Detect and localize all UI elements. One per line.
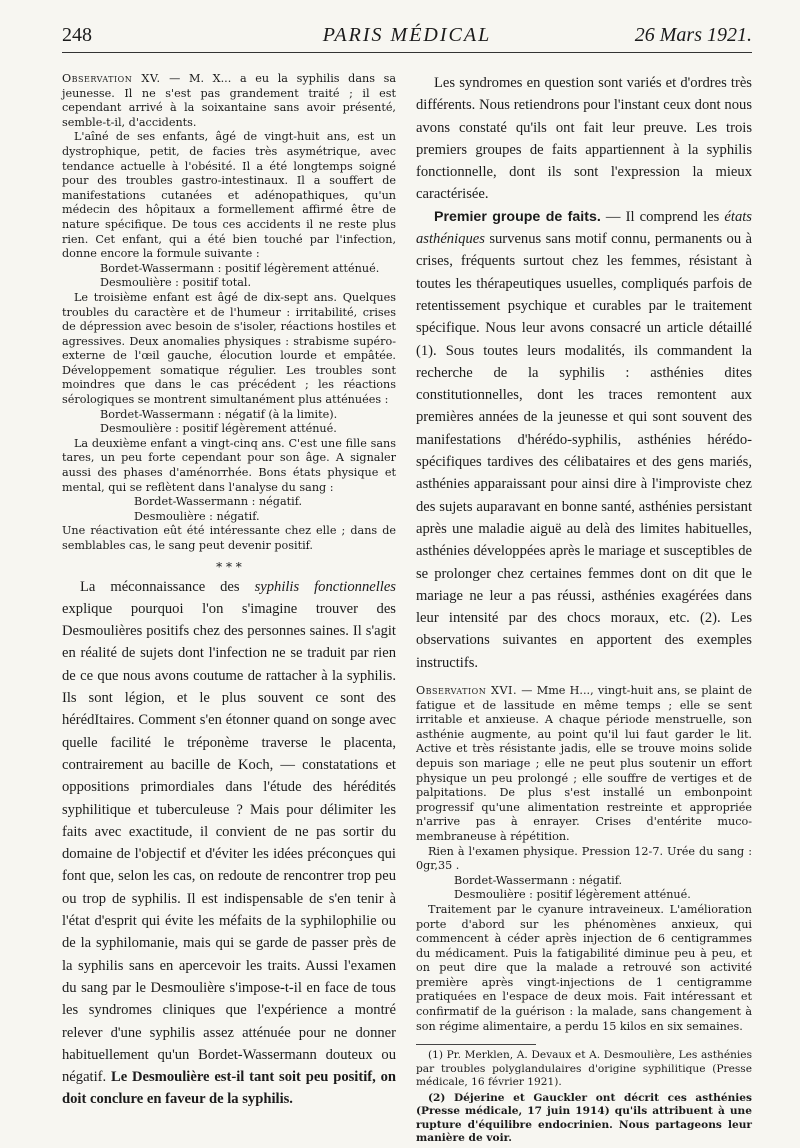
footnotes (416, 1049, 752, 1146)
journal-title: PARIS MÉDICAL (322, 24, 492, 46)
left-column (62, 72, 396, 1111)
obs16-paragraph: Traitement par le cyanure intraveineux. L'amélioration porte d'abord sur les phénomènes anxieux, qui commencent à céder après injection de 6 centigrammes du médicament. Puis la fatigabilité diminue peu à peu, et on peut dire que la malade a retrouvé son activité première après vingt-injections de 1 centigramme pratiquées en l'espace de deux mois. Fait intéressant et confirmatif de la guérison : la malade, sans changement à son régime alimentaire, a perdu 15 kilos en six semaines. (416, 902, 752, 1033)
group-heading: Premier groupe de faits. (434, 208, 601, 225)
body-paragraph: La méconnaissance des syphilis fonctionnelles explique pourquoi l'on s'imagine trouver des Desmoulières positifs chez des personnes saines. Il s'agit en réalité de sujets dont l'infection ne se traduit par rien de ce que nous avons coutume de rattacher à la syphilis. Ils sont légion, et le plus souvent ce sont des hérédItaires. Comment s'en étonner quand on songe avec quelle facilité le tréponème traverse le placenta, contrairement au bacille de Koch, — constatations et oppositions primordiales dans l'étude des hérédités syphilitique et tuberculeuse ? Mais pour délimiter les faits avec exactitude, il convient de ne pas sortir du domaine de l'objectif et d'éviter les idées préconçues qui font que, selon les cas, on redoute de rencontrer trop peu ou trop de syphilis. Il est indispensable de s'en tenir à l'état d'esprit qui évite les méfaits de la syphilophilie ou de la syphilomanie, mais qui se garde de passer près de la syphilis sans en apercevoir les traits. Aussi l'examen du sang par le Desmoulière s'impose-t-il en face de tous les syndromes cliniques que l'expérience a montré relever d'une syphilis assez atténuée pour ne donner habituellement qu'un Bordet-Wassermann douteux ou négatif. Le Desmoulière est-il tant soit peu positif, on doit conclure en faveur de la syphilis. (62, 578, 396, 1108)
formula-line: Desmoulière : positif total. (100, 276, 252, 290)
observation-16 (416, 684, 752, 1034)
formula-line: Bordet-Wassermann : négatif. (454, 873, 622, 887)
obs16-paragraph: Rien à l'examen physique. Pression 12-7. Urée du sang : 0gr,35 . (416, 844, 752, 873)
formula-line: Bordet-Wassermann : négatif (à la limite). (100, 407, 338, 421)
obs15-paragraph: Une réactivation eût été intéressante chez elle ; dans de semblables cas, le sang peut devenir positif. (62, 524, 396, 552)
footnote-1: (1) Pr. Merklen, A. Devaux et A. Desmoulière, Les asthénies par troubles polyglandulaires d'origine syphilitique (Presse médicale, 16 février 1921). (416, 1049, 752, 1089)
formula-line: Desmoulière : positif légèrement atténué. (100, 422, 337, 436)
main-text-left (62, 576, 396, 1111)
body-paragraph: Les syndromes en question sont variés et d'ordres très différents. Nous retiendrons pour l'instant ceux dont nous avons constaté qu'ils ont fait leur preuve. Les trois premiers groupes de faits appartiennent à la syphilis fonctionnelle, dont ils sont l'expression la mieux caractérisée. (416, 75, 752, 203)
section-separator: * * * (216, 559, 242, 574)
obs16-label: Observation XVI. (416, 684, 518, 698)
observation-15 (62, 72, 396, 554)
formula-line: Desmoulière : positif légèrement atténué. (454, 888, 691, 902)
page-number: 248 (62, 24, 92, 46)
page-header (62, 20, 752, 53)
footnote-rule (416, 1044, 536, 1045)
obs15-label: Observation XV. (62, 72, 161, 85)
obs15-paragraph: La deuxième enfant a vingt-cinq ans. C'est une fille sans tares, un peu forte cependant pour son âge. A signaler aussi des phases d'aménorrhée. Bons états physique et mental, qui se reflètent dans l'analyse du sang : (62, 436, 396, 494)
formula-line: Bordet-Wassermann : positif légèrement atténué. (100, 261, 380, 275)
obs15-paragraph: Le troisième enfant est âgé de dix-sept ans. Quelques troubles du caractère et de l'humeur : irritabilité, crises de dépression avec besoin de s'isoler, réactions hostiles et agressives. Deux anomalies physiques : strabisme supéro-externe de l'œil gauche, élocution lourde et empâtée. Développement somatique régulier. Les troubles sont moindres que dans le cas précédent ; les réactions sérologiques se montrent simultanément plus atténuées : (62, 290, 396, 407)
formula-line: Desmoulière : négatif. (134, 509, 260, 523)
footnote-2: (2) Déjerine et Gauckler ont décrit ces asthénies (Presse médicale, 17 juin 1914) qu'ils attribuent à une rupture d'équilibre endocrinien. Nous partageons leur manière de voir. (416, 1091, 752, 1145)
formula-line: Bordet-Wassermann : négatif. (134, 495, 302, 509)
obs15-paragraph: L'aîné de ses enfants, âgé de vingt-huit ans, est un dystrophique, petit, de facies très asymétrique, avec tendance actuelle à l'obésité. Il a été longtemps soigné pour des troubles gastro-intestinaux. Il a souffert de manifestations cutanées et adénopathiques, qu'un médecin des hôpitaux a formellement affirmé être de nature spécifique. De tous ces accidents il ne reste plus rien. Cet enfant, qui a été bien touché par l'infection, donne encore la formule suivante : (62, 130, 396, 261)
obs16-intro: Observation XVI. — Mme H..., vingt-huit ans, se plaint de fatigue et de lassitude en même temps ; elle se sent irritable et anxieuse. A chaque période menstruelle, son asthénie augmente, au point qu'il lui faut garder le lit. Active et très résistante jadis, elle se trouve moins solide depuis son mariage ; elle ne peut plus soutenir un effort physique un peu prolongé ; elle souffre de vertiges et de palpitations. De plus s'est installé un embonpoint progressif qu'une alimentation restreinte et appropriée n'arrive pas à enrayer. Crises d'entérite muco-membraneuse à répétition. (416, 684, 752, 843)
bold-conclusion: Le Desmoulière est-il tant soit peu positif, on doit conclure en faveur de la syphilis. (62, 1069, 396, 1108)
group-paragraph: Premier groupe de faits. — Il comprend les états asthéniques survenus sans motif connu, permanents ou à crises, fréquents surtout chez les femmes, résistant à toutes les thérapeutiques usuelles, compliqués parfois de retentissement psychique et curables par le traitement spécifique. Nous leur avons consacré un article détaillé (1). Sous toutes leurs modalités, ils commandent la recherche de la syphilis : asthénies dites constitutionnelles, dont les traces remontent aux premières années de la jeunesse et qui sont souvent des manifestations d'hérédo-syphilis, asthénies hérédo-spécifiques tardives des célibataires et des gens mariés, asthénies apparaissant pour ainsi dire à l'improviste chez des sujets auparavant en bonne santé, asthénies persistant après une maladie aiguë au delà des limites habituelles, asthénies développées après le mariage et susceptibles de se prolonger chez certaines femmes dont on dit que le mariage ne leur a pas réussi, asthénies exagérées dans leur intensité par des chocs moraux, etc. (2). Les observations suivantes en apportent des exemples instructifs. (416, 208, 752, 671)
main-text-right (416, 72, 752, 674)
right-column (416, 72, 752, 1148)
obs15-intro: Observation XV. — M. X... a eu la syphilis dans sa jeunesse. Il ne s'est pas grandement traité ; il est cependant arrivé à la soixantaine sans avoir présenté, semble-t-il, d'accidents. (62, 72, 396, 129)
issue-date: 26 Mars 1921. (634, 24, 752, 46)
